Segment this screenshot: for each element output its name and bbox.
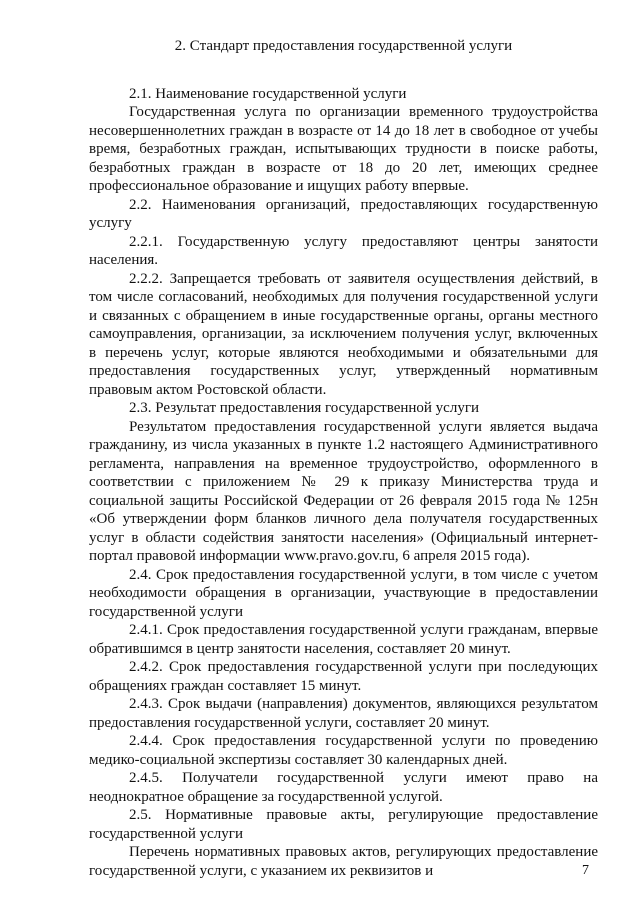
paragraph-2-2-1: 2.2.1. Государственную услугу предоставляют центры занятости населения.: [89, 233, 598, 268]
paragraph-2-4-1: 2.4.1. Срок предоставления государственной услуги гражданам, впервые обратившимся в центр занятости населения, составляет 20 минут.: [89, 622, 598, 657]
subsection-heading-2-5: 2.5. Нормативные правовые акты, регулирующие предоставление государственной услуги: [89, 807, 598, 842]
paragraph-service-description: Государственная услуга по организации временного трудоустройства несовершеннолетних граждан в возрасте от 14 до 18 лет в свободное от учебы время, безработных граждан, испытывающих трудности в поиске работы, безработных граждан в возрасте от 18 до 20 лет, имеющих среднее профессиональное образование и ищущих работу впервые.: [89, 104, 598, 194]
subsection-heading-2-3: 2.3. Результат предоставления государственной услуги: [129, 400, 480, 416]
section-title: 2. Стандарт предоставления государственной услуги: [174, 38, 513, 54]
paragraph-legal-acts: Перечень нормативных правовых актов, регулирующих предоставление государственной услуги, с указанием их реквизитов и: [89, 844, 598, 879]
subsection-heading-2-1: 2.1. Наименование государственной услуги: [129, 85, 407, 102]
page-number: 7: [582, 863, 589, 878]
paragraph-2-2-2: 2.2.2. Запрещается требовать от заявителя осуществления действий, в том числе согласований, необходимых для получения государственной услуги и связанных с обращением в иные государственные органы, органы местного самоуправления, организации, за исключением получения услуг, включенных в перечень услуг, которые являются необходимыми и обязательными для предоставления государственных услуг, утвержденный нормативным правовым актом Ростовской области.: [89, 270, 598, 398]
paragraph-2-4-4: 2.4.4. Срок предоставления государственной услуги по проведению медико-социальной экспертизы составляет 30 календарных дней.: [89, 733, 598, 768]
subsection-heading-2-4: 2.4. Срок предоставления государственной услуги, в том числе с учетом необходимости обращения в организации, участвующие в предоставлении государственной услуги: [89, 566, 598, 620]
subsection-heading-2-2: 2.2. Наименования организаций, предоставляющих государственную услугу: [89, 196, 598, 231]
paragraph-2-4-3: 2.4.3. Срок выдачи (направления) документов, являющихся результатом предоставления государственной услуги, составляет 20 минут.: [89, 696, 598, 731]
paragraph-service-result: Результатом предоставления государственной услуги является выдача гражданину, из числа указанных в пункте 1.2 настоящего Административного регламента, направления на временное трудоустройство, оформленного в соответствии с приложением № 29 к приказу Министерства труда и социальной защиты Российской Федерации от 26 февраля 2015 года № 125н «Об утверждении форм бланков личного дела получателя государственных услуг в области содействия занятости населения» (Официальный интернет-портал правовой информации www.pravo.gov.ru, 6 апреля 2015 года).: [89, 418, 598, 564]
paragraph-2-4-2: 2.4.2. Срок предоставления государственной услуги при последующих обращениях граждан составляет 15 минут.: [89, 659, 598, 694]
paragraph-2-4-5: 2.4.5. Получатели государственной услуги имеют право на неоднократное обращение за государственной услугой.: [89, 770, 598, 805]
page-content: [89, 37, 598, 880]
